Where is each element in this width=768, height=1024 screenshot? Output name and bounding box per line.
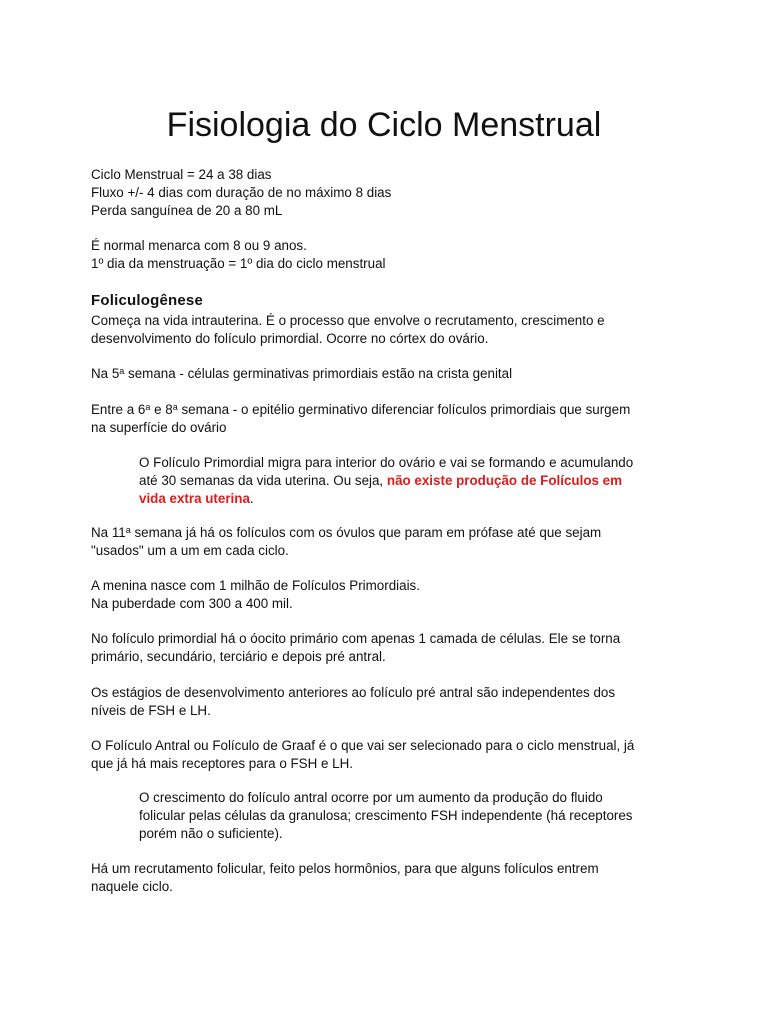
paragraph-line: "usados" um a um em cada ciclo. [91, 542, 289, 558]
text-segment: semana já há os folículos com os óvulos que param em prófase até que sejam [130, 525, 602, 540]
paragraph-line: porém não o suficiente). [139, 825, 283, 841]
text-segment: Entre a 6 [91, 402, 146, 417]
page-title: Fisiologia do Ciclo Menstrual [166, 106, 602, 144]
paragraph-line: A menina nasce com 1 milhão de Folículos Primordiais. [91, 578, 420, 593]
intro-paragraph [91, 166, 671, 219]
estagios-paragraph [91, 684, 671, 720]
paragraph-line [91, 401, 671, 419]
paragraph-line: desenvolvimento do folículo primordial. Ocorre no córtex do ovário. [91, 330, 489, 346]
paragraph-line: que já há mais receptores para o FSH e LH. [91, 755, 353, 771]
text-segment: Na 5 [91, 366, 120, 381]
emphasis-text: vida extra uterina [139, 490, 250, 506]
text-segment: . [249, 490, 254, 506]
ordinal-superscript: a [172, 402, 178, 412]
recrutamento-paragraph [91, 860, 671, 896]
paragraph-line: Os estágios de desenvolvimento anteriores ao folículo pré antral são independentes dos [91, 685, 616, 700]
graaf-paragraph [91, 737, 671, 773]
primordial-indented-paragraph [139, 454, 674, 507]
oocito-paragraph [91, 630, 671, 666]
paragraph-line [91, 524, 671, 542]
paragraph-line: folicular pelas células da granulosa; crescimento FSH independente (há receptores [139, 807, 633, 823]
paragraph-line [139, 472, 674, 490]
ordinal-superscript: a [125, 525, 131, 535]
paragraph-line [139, 490, 674, 508]
menarca-line: 1º dia da menstruação = 1º dia do ciclo menstrual [91, 255, 386, 271]
foliculogenese-paragraph [91, 312, 671, 348]
intro-line: Fluxo +/- 4 dias com duração de no máximo 8 dias [91, 184, 392, 200]
ordinal-superscript: a [145, 402, 151, 412]
intro-line: Perda sanguínea de 20 a 80 mL [91, 202, 283, 218]
text-segment: semana - o epitélio germinativo diferenciar folículos primordiais que surgem [177, 402, 631, 417]
text-segment: até 30 semanas da vida uterina. Ou seja, [139, 472, 387, 488]
paragraph-line: níveis de FSH e LH. [91, 702, 211, 718]
paragraph-line: No folículo primordial há o óocito primário com apenas 1 camada de células. Ele se torna [91, 631, 621, 646]
menina-paragraph [91, 577, 671, 613]
paragraph-line: na superfície do ovário [91, 419, 227, 435]
paragraph-line: O Folículo Primordial migra para interior do ovário e vai se formando e acumulando [139, 455, 634, 470]
paragraph-line: Começa na vida intrauterina. É o processo que envolve o recrutamento, crescimento e [91, 313, 605, 328]
text-segment: e 8 [150, 402, 173, 417]
paragraph-line [91, 365, 671, 383]
ordinal-superscript: a [119, 366, 125, 376]
text-segment: semana - células germinativas primordiais estão na crista genital [124, 366, 513, 381]
paragraph-line: O crescimento do folículo antral ocorre por um aumento da produção do fluido [139, 790, 603, 805]
paragraph-line: O Folículo Antral ou Folículo de Graaf é o que vai ser selecionado para o ciclo menstrual, já [91, 738, 635, 753]
paragraph-line: Na puberdade com 300 a 400 mil. [91, 595, 293, 611]
menarca-line: É normal menarca com 8 ou 9 anos. [91, 238, 307, 253]
intro-line: Ciclo Menstrual = 24 a 38 dias [91, 167, 272, 182]
paragraph-line: primário, secundário, terciário e depois pré antral. [91, 648, 386, 664]
section-heading-foliculogenese: Foliculogênese [91, 292, 203, 309]
quinta-semana-paragraph [91, 365, 671, 383]
paragraph-line: Há um recrutamento folicular, feito pelos hormônios, para que alguns folículos entrem [91, 861, 599, 876]
sexta-oitava-semana-paragraph [91, 401, 671, 437]
menarca-paragraph [91, 237, 671, 273]
antral-indented-paragraph [139, 789, 674, 842]
emphasis-text: não existe produção de Folículos em [386, 472, 623, 488]
text-segment: Na 11 [91, 525, 126, 540]
paragraph-line: naquele ciclo. [91, 878, 173, 894]
decima-primeira-semana-paragraph [91, 524, 671, 560]
